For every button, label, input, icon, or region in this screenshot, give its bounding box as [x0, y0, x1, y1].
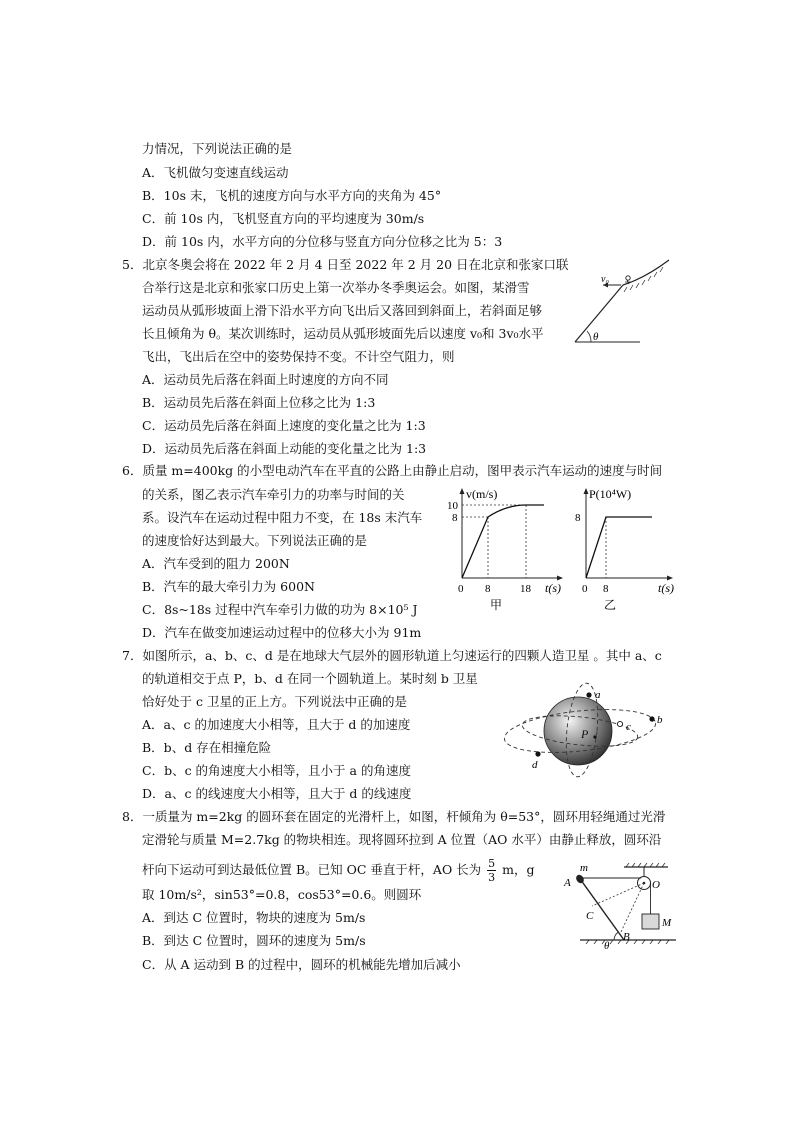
p-axis-arrow-icon: [584, 488, 589, 494]
q5-option-d: D．运动员先后落在斜面上动能的变化量之比为 1:3: [142, 441, 427, 456]
q4-stem-continuation: 力情况，下列说法正确的是: [142, 141, 293, 156]
tick-t8: 8: [485, 583, 491, 595]
q8-stem-line4: 取 10m/s²，sin53°=0.8，cos53°=0.6。则圆环: [142, 887, 422, 902]
t-axis-label: t(s): [658, 581, 674, 595]
fraction-denominator: 3: [488, 871, 496, 884]
q6-stem-line3: 系。设汽车在运动过程中阻力不变，在 18s 末汽车: [142, 510, 423, 525]
earth: [544, 697, 612, 765]
q6-power-time-graph: [572, 484, 684, 612]
graph-caption-yi: 乙: [604, 598, 617, 612]
tick-t18: 18: [520, 583, 531, 595]
label-m: m: [580, 862, 588, 874]
q7-satellite-orbits-figure: [502, 676, 674, 782]
satellite-b: [649, 716, 654, 721]
label-a: a: [595, 689, 601, 701]
q6-velocity-time-graph: [444, 484, 569, 612]
q4-option-c: C．前 10s 内，飞机竖直方向的平均速度为 30m/s: [142, 211, 425, 226]
q7-option-b: B．b、d 存在相撞危险: [142, 740, 272, 755]
velocity-curve: [462, 505, 544, 578]
v-axis-label: v(m/s): [466, 487, 498, 501]
q6-stem-line1: 6．质量 m=400kg 的小型电动汽车在平直的公路上由静止启动，图甲表示汽车运动的速度与时间: [122, 463, 663, 478]
label-mass-m: M: [662, 917, 672, 929]
q8-stem-line3-text: 杆向下运动可到达最低位置 B。已知 OC 垂直于杆，AO 长为: [142, 862, 482, 877]
q6-option-b: B．汽车的最大牵引力为 600N: [142, 579, 315, 594]
q8-option-c: C．从 A 运动到 B 的过程中，圆环的机械能先增加后减小: [142, 957, 461, 972]
q5-option-a: A．运动员先后落在斜面上时速度的方向不同: [142, 372, 389, 387]
inclined-rod: [578, 876, 624, 940]
q8-stem-line3: [142, 857, 535, 884]
q5-stem-line4: 长且倾角为 θ。某次训练时，运动员从弧形坡面先后以速度 v₀和 3v₀水平: [142, 326, 544, 341]
q8-ring-pulley-figure: [556, 862, 686, 952]
point-p: [593, 735, 596, 738]
theta-arc: [587, 331, 591, 342]
q5-stem-line1: 5．北京冬奥会将在 2022 年 2 月 4 日至 2022 年 2 月 20 日在北京和张家口联: [122, 257, 569, 272]
q6-option-a: A．汽车受到的阻力 200N: [142, 556, 290, 571]
q5-stem-line2: 合举行这是北京和张家口历史上第一次举办冬季奥运会。如图，某滑雪: [142, 280, 530, 295]
theta-arc: [614, 932, 619, 940]
satellite-a: [586, 692, 591, 697]
tick-origin: 0: [582, 583, 588, 595]
tick-v10: 10: [447, 500, 458, 512]
q8-stem-line2: 定滑轮与质量 M=2.7kg 的物块相连。现将圆环拉到 A 位置（AO 水平）由静止释放，圆环沿: [142, 832, 662, 847]
q6-stem-line4: 的速度恰好达到最大。下列说法正确的是: [142, 533, 368, 548]
label-o: O: [652, 879, 660, 891]
q6-option-d: D．汽车在做变加速运动过程中的位移大小为 91m: [142, 625, 422, 640]
q7-option-c: C．b、c 的角速度大小相等，且小于 a 的角速度: [142, 763, 411, 778]
q5-stem-line3: 运动员从弧形坡面上滑下沿水平方向飞出后又落回到斜面上，若斜面足够: [142, 303, 543, 318]
q8-stem-line3-unit: m，g: [502, 862, 535, 877]
q4-option-d: D．前 10s 内，水平方向的分位移与竖直方向分位移之比为 5：3: [142, 234, 503, 249]
q5-option-c: C．运动员先后落在斜面上速度的变化量之比为 1:3: [142, 418, 426, 433]
q5-stem-line5: 飞出，飞出后在空中的姿势保持不变。不计空气阻力，则: [142, 349, 455, 364]
q7-option-a: A．a、c 的加速度大小相等，且大于 d 的加速度: [142, 717, 411, 732]
arc-slope: [623, 260, 669, 285]
q8-option-a: A．到达 C 位置时，物块的速度为 5m/s: [142, 910, 366, 925]
oc-line: [592, 883, 644, 906]
q7-stem-line1: 7．如图所示，a、b、c、d 是在地球大气层外的圆形轨道上匀速运行的四颗人造卫星 。其中 a、c: [122, 648, 662, 663]
ob-line: [620, 883, 644, 934]
q5-ski-slope-figure: [565, 254, 675, 350]
fraction-five-thirds: [487, 857, 496, 884]
theta-label: θ: [593, 331, 599, 343]
q4-option-a: A．飞机做匀变速直线运动: [142, 165, 289, 180]
label-c: c: [626, 721, 631, 733]
v0-label: v₀: [601, 274, 609, 285]
p-axis-label: P(10⁴W): [589, 487, 632, 501]
incline-line: [575, 285, 623, 342]
block-m: [642, 914, 659, 929]
label-d: d: [532, 759, 538, 771]
q7-stem-line3: 恰好处于 c 卫星的正上方。下列说法中正确的是: [142, 694, 407, 709]
q7-option-d: D．a、c 的线速度大小相等，且大于 d 的线速度: [142, 786, 412, 801]
label-p: P: [581, 727, 589, 741]
label-c: C: [586, 910, 594, 922]
q4-option-b: B．10s 末，飞机的速度方向与水平方向的夹角为 45°: [142, 188, 442, 203]
v-axis-arrow-icon: [460, 488, 465, 494]
tick-t8: 8: [603, 583, 609, 595]
label-b: B: [623, 931, 630, 943]
t-axis-arrow-icon: [557, 576, 563, 581]
power-curve: [586, 517, 652, 578]
q5-option-b: B．运动员先后落在斜面上位移之比为 1:3: [142, 395, 376, 410]
t-axis-arrow-icon: [667, 576, 673, 581]
q7-stem-line2: 的轨道相交于点 P，b、d 在同一个圆轨道上。某时刻 b 卫星: [142, 671, 478, 686]
tick-origin: 0: [458, 583, 464, 595]
q8-option-b: B．到达 C 位置时，圆环的速度为 5m/s: [142, 933, 366, 948]
t-axis-label: t(s): [545, 581, 561, 595]
graph-caption-jia: 甲: [490, 598, 503, 612]
q6-stem-line2: 的关系，图乙表示汽车牵引力的功率与时间的关: [142, 487, 405, 502]
satellite-c: [617, 721, 622, 726]
tick-p8: 8: [575, 512, 581, 524]
tick-v8: 8: [452, 512, 458, 524]
label-theta: θ: [604, 940, 610, 952]
satellite-d: [535, 751, 540, 756]
skier-icon: [626, 276, 630, 280]
label-a: A: [564, 877, 571, 889]
q8-stem-line1: 8．一质量为 m=2kg 的圆环套在固定的光滑杆上，如图，杆倾角为 θ=53°，圆环用轻绳通过光滑: [122, 809, 666, 824]
q6-option-c: C．8s~18s 过程中汽车牵引力做的功为 8×10⁵ J: [142, 602, 418, 617]
fraction-numerator: 5: [488, 857, 496, 870]
label-b: b: [657, 714, 663, 726]
